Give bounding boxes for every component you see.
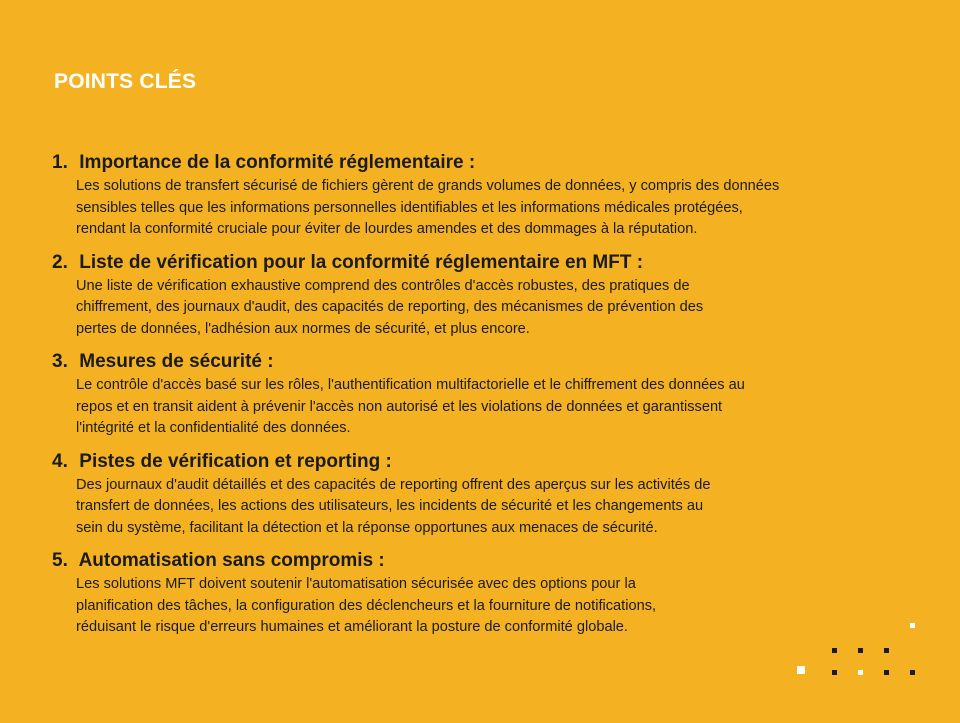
key-point-line: planification des tâches, la configuration des déclencheurs et la fourniture de notifications, — [76, 597, 657, 614]
key-point-number: 5. — [52, 550, 68, 571]
key-point-number: 1. — [52, 152, 68, 173]
key-point-heading — [52, 349, 932, 375]
key-point-heading — [52, 449, 932, 475]
key-point-line: Une liste de vérification exhaustive comprend des contrôles d'accès robustes, des pratiques de — [76, 277, 690, 294]
key-point-body — [76, 276, 936, 341]
decorative-dot — [832, 670, 837, 675]
key-point-body — [76, 375, 936, 440]
decorative-dot — [858, 648, 863, 653]
key-point-line: sensibles telles que les informations personnelles identifiables et les informations médicales protégées, — [76, 199, 743, 216]
key-point-heading — [52, 548, 932, 574]
key-point-1 — [52, 150, 932, 241]
key-point-heading — [52, 150, 932, 176]
key-point-body — [76, 475, 936, 540]
decorative-dot — [884, 648, 889, 653]
page-title: POINTS CLÉS — [54, 70, 197, 93]
key-point-line: Les solutions MFT doivent soutenir l'automatisation sécurisée avec des options pour la — [76, 576, 636, 592]
key-point-line: transfert de données, les actions des utilisateurs, les incidents de sécurité et les changements au — [76, 498, 704, 514]
key-point-body — [76, 574, 936, 639]
key-point-number: 3. — [52, 351, 68, 372]
key-point-number: 2. — [52, 251, 68, 273]
key-point-title: Automatisation sans compromis : — [78, 550, 385, 571]
decorative-dot — [832, 648, 837, 653]
key-point-2 — [52, 250, 932, 341]
key-point-line: Des journaux d'audit détaillés et des capacités de reporting offrent des aperçus sur les activités de — [76, 476, 711, 493]
key-point-line: Le contrôle d'accès basé sur les rôles, l'authentification multifactorielle et le chiffrement des données au — [76, 377, 745, 393]
decorative-dot — [884, 670, 889, 675]
key-point-line: l'intégrité et la confidentialité des données. — [76, 420, 351, 436]
key-point-body — [76, 176, 936, 241]
key-point-5 — [52, 548, 932, 639]
key-point-line: sein du système, facilitant la détection et la réponse opportunes aux menaces de sécurité. — [76, 519, 658, 536]
key-point-title: Pistes de vérification et reporting : — [79, 450, 392, 472]
key-point-heading — [52, 250, 932, 276]
key-point-line: chiffrement, des journaux d'audit, des capacités de reporting, des mécanismes de prévention des — [76, 299, 704, 315]
decorative-dot — [910, 670, 915, 675]
key-point-line: rendant la conformité cruciale pour éviter de lourdes amendes et des dommages à la réputation. — [76, 221, 698, 237]
key-point-title: Liste de vérification pour la conformité réglementaire en MFT : — [79, 251, 644, 273]
key-point-line: réduisant le risque d'erreurs humaines et améliorant la posture de conformité globale. — [76, 619, 628, 635]
key-point-title: Mesures de sécurité : — [79, 351, 274, 372]
decorative-dot — [797, 666, 805, 674]
key-points-list — [52, 150, 932, 648]
decorative-dot — [858, 670, 863, 675]
key-point-4 — [52, 449, 932, 540]
key-point-number: 4. — [52, 450, 68, 472]
key-point-title: Importance de la conformité réglementaire : — [79, 152, 476, 173]
key-point-line: Les solutions de transfert sécurisé de fichiers gèrent de grands volumes de données, y compris des données — [76, 178, 780, 194]
decorative-dot — [910, 623, 915, 628]
key-point-3 — [52, 349, 932, 440]
key-point-line: pertes de données, l'adhésion aux normes de sécurité, et plus encore. — [76, 320, 530, 337]
key-point-line: repos et en transit aident à prévenir l'accès non autorisé et les violations de données et garantissent — [76, 398, 723, 415]
